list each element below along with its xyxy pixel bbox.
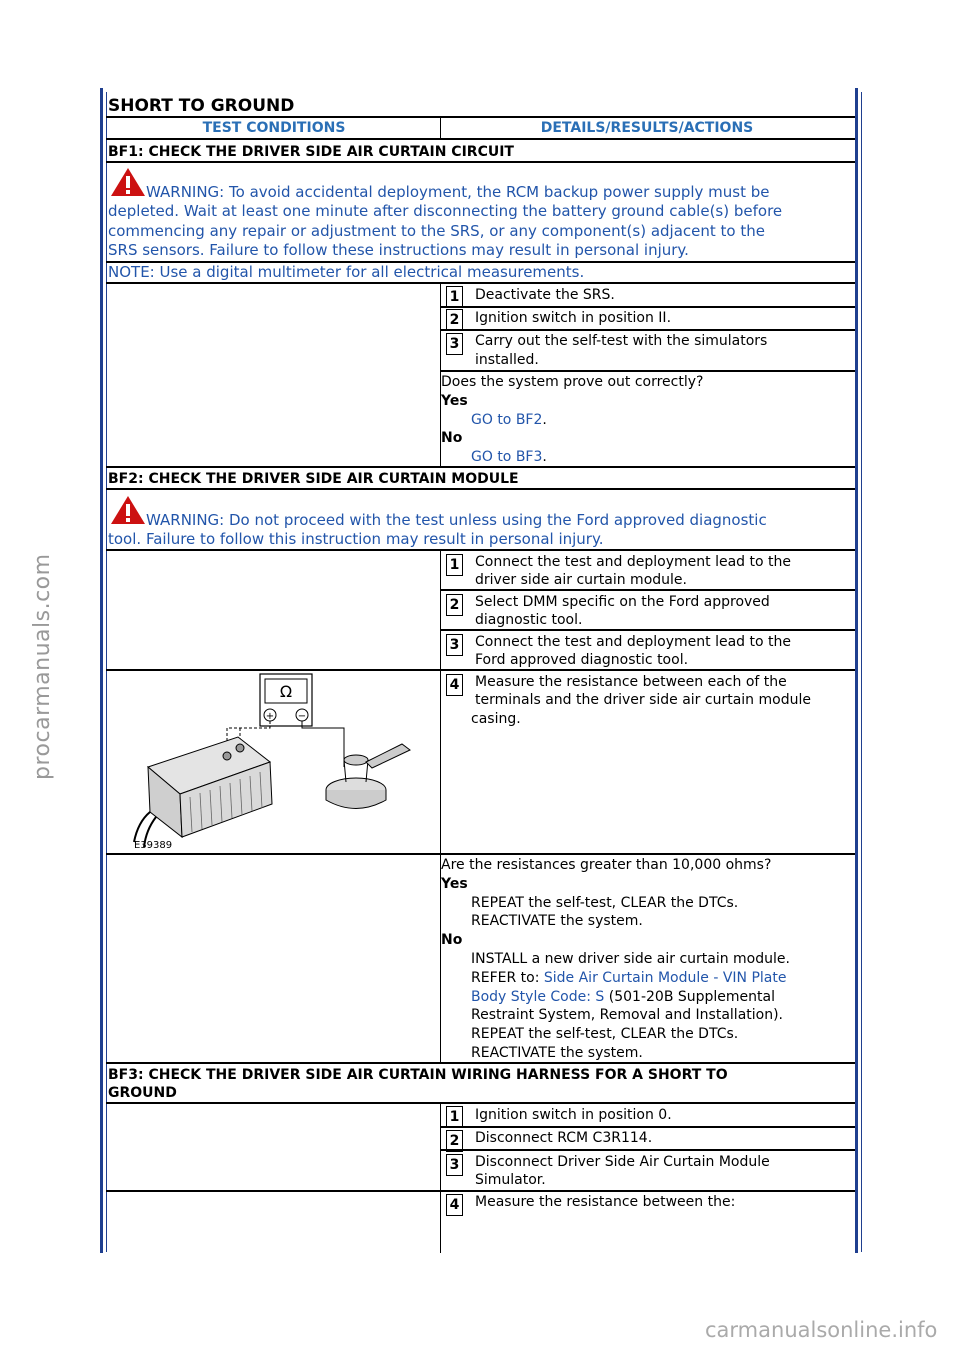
bf3-step3-rule xyxy=(106,1190,855,1192)
bf1-step1-number: 1 xyxy=(446,286,463,308)
bf1-yes-label: Yes xyxy=(441,393,468,409)
header-col-divider xyxy=(440,117,441,139)
bf1-warning-line2: depleted. Wait at least one minute after disconnecting the battery ground cable(s) before xyxy=(108,202,783,220)
bf3-step2-number: 2 xyxy=(446,1130,463,1152)
bf3-step1-text: Ignition switch in position 0. xyxy=(475,1107,672,1123)
bf1-note-rule xyxy=(106,282,855,284)
warning-icon xyxy=(110,495,146,525)
bf2-step1-rule xyxy=(441,589,855,591)
bf2-yes-line1: REPEAT the self-test, CLEAR the DTCs. xyxy=(471,895,739,911)
bf2-warning-line1: WARNING: Do not proceed with the test unless using the Ford approved diagnostic xyxy=(146,511,767,529)
refer-prefix: REFER to: xyxy=(471,970,544,986)
bf2-step4-line2: terminals and the driver side air curtain module xyxy=(475,692,811,708)
bf1-step2-rule xyxy=(441,329,855,331)
bf1-step3-text-line1: Carry out the self-test with the simulators xyxy=(475,333,768,349)
bf1-step1-text: Deactivate the SRS. xyxy=(475,287,615,303)
refer-tail1: (501-20B Supplemental xyxy=(604,989,775,1005)
bf3-heading-line1: BF3: CHECK THE DRIVER SIDE AIR CURTAIN WIRING HARNESS FOR A SHORT TO xyxy=(108,1067,728,1083)
warning-icon xyxy=(110,167,146,197)
section-title: SHORT TO GROUND xyxy=(108,96,295,116)
bf3-step2-text: Disconnect RCM C3R114. xyxy=(475,1130,653,1146)
bf3-heading-rule xyxy=(106,1102,855,1104)
bf2-warning-line2: tool. Failure to follow this instruction may result in personal injury. xyxy=(108,530,604,548)
bf3-step3-line2: Simulator. xyxy=(475,1172,546,1188)
bf2-step2-number: 2 xyxy=(446,594,463,616)
bf3-step3-line1: Disconnect Driver Side Air Curtain Module xyxy=(475,1154,770,1170)
bf2-step3-rule xyxy=(106,669,855,671)
bf1-step3-rule xyxy=(441,370,855,372)
bf2-no-label: No xyxy=(441,932,463,948)
bf2-refer-line2 xyxy=(471,988,775,1007)
bf2-yes-line2: REACTIVATE the system. xyxy=(471,913,643,929)
bf1-heading-rule xyxy=(106,161,855,163)
bf1-yes-line xyxy=(471,411,547,430)
meter-minus: − xyxy=(297,711,307,722)
goto-bf3-link[interactable]: GO to BF3 xyxy=(471,449,543,465)
period: . xyxy=(542,449,547,465)
refer-link-part1[interactable]: Side Air Curtain Module - VIN Plate xyxy=(543,970,787,986)
header-bottom-rule xyxy=(106,138,855,140)
bf1-warning-line3: commencing any repair or adjustment to the SRS, or any component(s) adjacent to the xyxy=(108,222,765,240)
meter-plus: + xyxy=(265,711,275,722)
bf2-step2-line1: Select DMM specific on the Ford approved xyxy=(475,594,770,610)
bf1-warning-line4: SRS sensors. Failure to follow these instructions may result in personal injury. xyxy=(108,241,689,259)
bf3-step1-number: 1 xyxy=(446,1106,463,1128)
frame-right-line xyxy=(861,92,862,1252)
bf2-refer-line xyxy=(471,969,786,988)
bf1-end-rule xyxy=(106,466,855,468)
bf2-end-rule xyxy=(106,1062,855,1064)
bf2-no-end-line2: REACTIVATE the system. xyxy=(471,1045,643,1061)
bf1-note: NOTE: Use a digital multimeter for all electrical measurements. xyxy=(108,263,585,281)
header-test-conditions: TEST CONDITIONS xyxy=(202,120,346,136)
footer-watermark: carmanualsonline.info xyxy=(705,1318,938,1342)
bf2-step3-line1: Connect the test and deployment lead to the xyxy=(475,634,791,650)
bf2-step1-line1: Connect the test and deployment lead to the xyxy=(475,554,791,570)
bf2-question: Are the resistances greater than 10,000 ohms? xyxy=(441,857,772,873)
bf2-warning-rule xyxy=(106,549,855,551)
bf1-question: Does the system prove out correctly? xyxy=(441,374,704,390)
bf2-step2-line2: diagnostic tool. xyxy=(475,612,583,628)
bf3-step3-number: 3 xyxy=(446,1154,463,1176)
bf3-step2-rule xyxy=(441,1149,855,1151)
bf2-step3-line2: Ford approved diagnostic tool. xyxy=(475,652,689,668)
bf3-heading-line2: GROUND xyxy=(108,1085,177,1101)
refer-link-part2[interactable]: Body Style Code: S xyxy=(471,989,605,1005)
bf1-no-label: No xyxy=(441,430,463,446)
bf2-step4-line1: Measure the resistance between each of the xyxy=(475,674,787,690)
bf1-step3-text-line2: installed. xyxy=(475,352,539,368)
bf1-step3-number: 3 xyxy=(446,333,463,355)
header-details-results: DETAILS/RESULTS/ACTIONS xyxy=(540,120,754,136)
period: . xyxy=(542,412,547,428)
frame-left-bar xyxy=(100,88,103,1253)
bf1-step2-number: 2 xyxy=(446,309,463,331)
frame-right-bar xyxy=(855,88,858,1253)
ohm-symbol: Ω xyxy=(279,682,293,701)
bf1-heading: BF1: CHECK THE DRIVER SIDE AIR CURTAIN CIRCUIT xyxy=(108,144,514,160)
figure-label: E39389 xyxy=(134,840,173,851)
bf2-step1-number: 1 xyxy=(446,554,463,576)
bf2-heading-rule xyxy=(106,488,855,490)
bf2-step4-number: 4 xyxy=(446,674,463,696)
bf1-warning-line1: WARNING: To avoid accidental deployment, the RCM backup power supply must be xyxy=(146,183,770,201)
bf2-step1-line2: driver side air curtain module. xyxy=(475,572,687,588)
bf2-step2-rule xyxy=(441,629,855,631)
bf2-no-line1: INSTALL a new driver side air curtain module. xyxy=(471,951,790,967)
bf2-yes-label: Yes xyxy=(441,876,468,892)
bf3-step4-text: Measure the resistance between the: xyxy=(475,1194,736,1210)
goto-bf2-link[interactable]: GO to BF2 xyxy=(471,412,543,428)
table-top-rule xyxy=(106,116,855,118)
bf1-no-line xyxy=(471,448,547,467)
bf2-no-end-line1: REPEAT the self-test, CLEAR the DTCs. xyxy=(471,1026,739,1042)
bf1-step1-rule xyxy=(441,306,855,308)
side-watermark: procarmanuals.com xyxy=(30,553,55,780)
resistance-measurement-figure xyxy=(120,672,420,852)
bf2-step4-line3: casing. xyxy=(471,711,521,727)
bf1-step2-text: Ignition switch in position II. xyxy=(475,310,672,326)
bf2-col-divider xyxy=(440,550,441,1062)
bf3-step4-number: 4 xyxy=(446,1194,463,1216)
bf3-step1-rule xyxy=(441,1126,855,1128)
bf2-step3-number: 3 xyxy=(446,634,463,656)
bf2-heading: BF2: CHECK THE DRIVER SIDE AIR CURTAIN MODULE xyxy=(108,471,519,487)
bf2-figure-rule xyxy=(106,853,855,855)
bf2-refer-line3: Restraint System, Removal and Installation). xyxy=(471,1007,783,1023)
frame-left-line xyxy=(106,92,107,1252)
